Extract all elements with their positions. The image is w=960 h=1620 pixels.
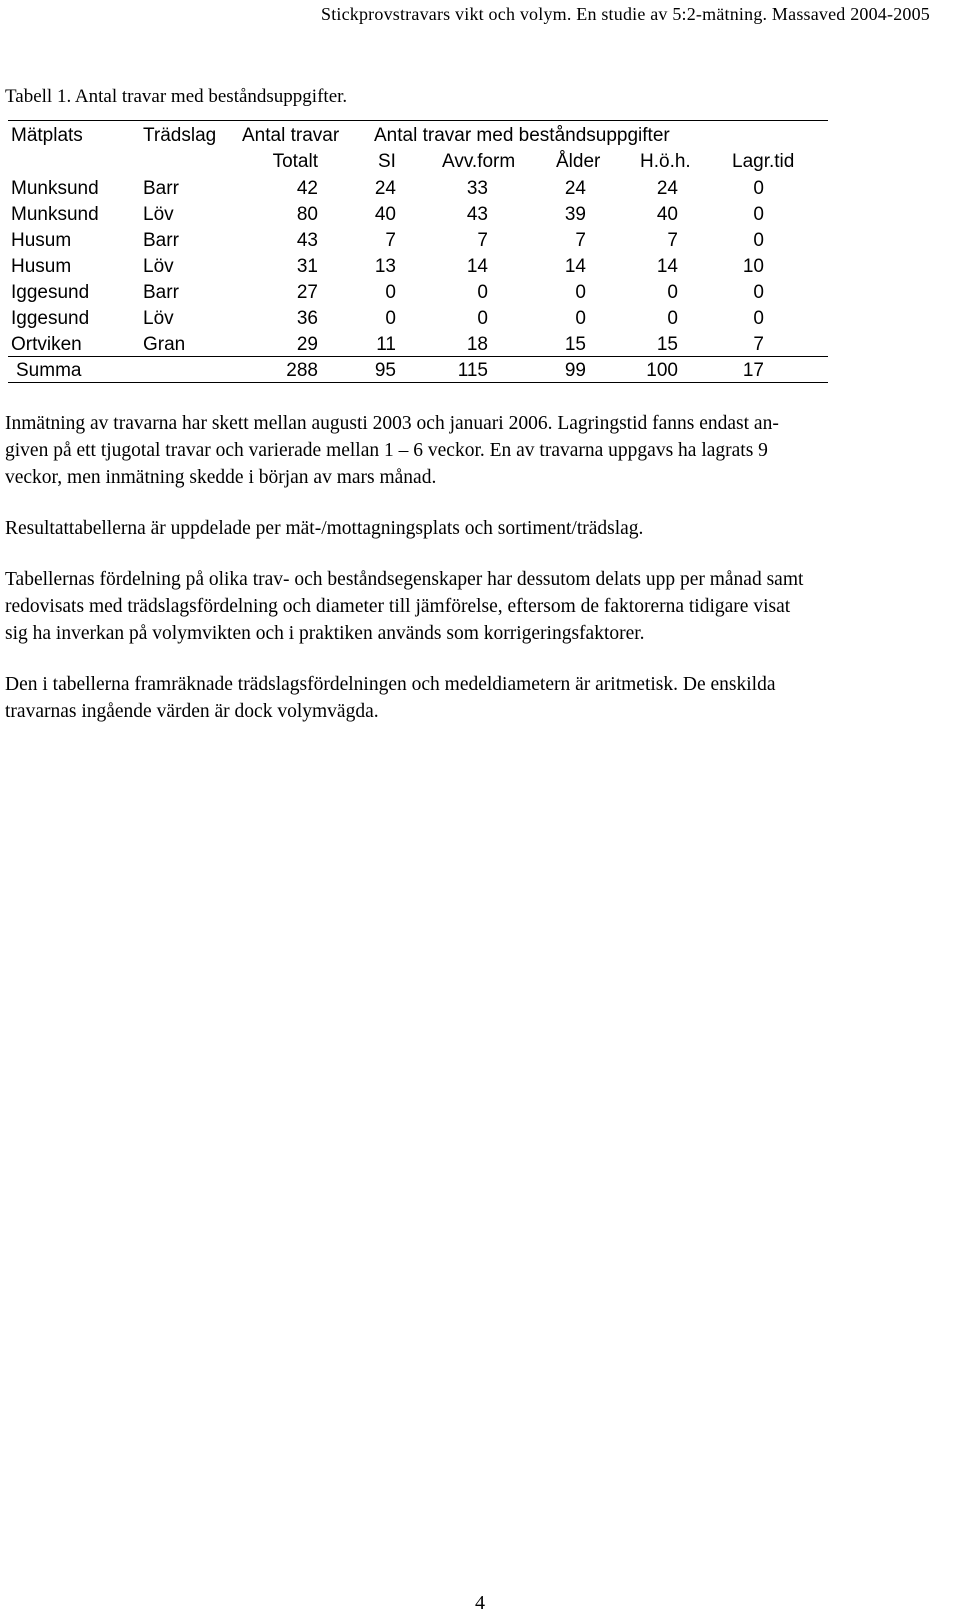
paragraph-line: Resultattabellerna är uppdelade per mät-/mottagningsplats och sortiment/trädslag. — [5, 518, 644, 539]
cell-si: 7 — [385, 230, 396, 251]
cell-si: 0 — [385, 282, 396, 303]
cell-avvform: 0 — [477, 282, 488, 303]
cell-totalt: 29 — [296, 334, 318, 355]
col-header-lagrtid: Lagr.tid — [732, 151, 795, 172]
running-header: Stickprovstravars vikt och volym. En studie av 5:2-mätning. Massaved 2004-2005 — [320, 4, 930, 24]
cell-alder: 15 — [564, 334, 586, 355]
cell-si: 13 — [374, 256, 396, 277]
cell-alder: 7 — [575, 230, 586, 251]
cell-avvform: 14 — [466, 256, 488, 277]
cell-lagrtid: 0 — [753, 282, 764, 303]
cell-matplats: Husum — [11, 256, 72, 277]
paragraph-tabellernas-fordelning — [5, 566, 935, 647]
col-header-alder: Ålder — [556, 151, 601, 172]
cell-alder: 24 — [564, 178, 586, 199]
cell-tradslag: Löv — [143, 204, 174, 225]
summary-si: 95 — [374, 360, 396, 381]
cell-totalt: 31 — [296, 256, 318, 277]
cell-tradslag: Löv — [143, 256, 174, 277]
paragraph-line: given på ett tjugotal travar och varierade mellan 1 – 6 veckor. En av travarna uppgavs ha lagrats 9 — [5, 440, 768, 461]
summary-avvform: 115 — [457, 360, 488, 381]
cell-totalt: 43 — [296, 230, 318, 251]
summary-totalt: 288 — [286, 360, 318, 381]
data-table — [8, 124, 828, 398]
summary-top-rule — [8, 356, 828, 357]
col-header-antal: Antal travar — [242, 125, 340, 146]
cell-matplats: Iggesund — [11, 282, 90, 303]
paragraph-line: sig ha inverkan på volymvikten och i praktiken används som korrigeringsfaktorer. — [5, 623, 645, 644]
summary-alder: 99 — [564, 360, 586, 381]
cell-avvform: 43 — [466, 204, 488, 225]
summary-hoh: 100 — [646, 360, 678, 381]
cell-hoh: 15 — [656, 334, 678, 355]
col-header-tradslag: Trädslag — [143, 125, 217, 146]
col-header-matplats: Mätplats — [11, 125, 83, 146]
cell-si: 11 — [376, 334, 396, 355]
cell-alder: 14 — [564, 256, 586, 277]
col-header-totalt: Totalt — [272, 151, 318, 172]
cell-alder: 39 — [564, 204, 586, 225]
cell-matplats: Ortviken — [11, 334, 82, 355]
cell-alder: 0 — [575, 308, 586, 329]
cell-lagrtid: 0 — [753, 230, 764, 251]
summary-lagrtid: 17 — [742, 360, 764, 381]
cell-lagrtid: 10 — [742, 256, 764, 277]
paragraph-inmatning — [5, 410, 935, 491]
cell-tradslag: Barr — [143, 178, 179, 199]
cell-alder: 0 — [575, 282, 586, 303]
cell-lagrtid: 7 — [753, 334, 764, 355]
paragraph-line: Tabellernas fördelning på olika trav- och beståndsegenskaper har dessutom delats upp per månad samt — [5, 569, 804, 590]
cell-matplats: Husum — [11, 230, 72, 251]
paragraph-line: redovisats med trädslagsfördelning och diameter till jämförelse, eftersom de faktorerna tidigare visat — [5, 596, 791, 617]
paragraph-line: Inmätning av travarna har skett mellan augusti 2003 och januari 2006. Lagringstid fanns endast an- — [5, 413, 779, 434]
cell-tradslag: Barr — [143, 230, 179, 251]
col-header-hoh: H.ö.h. — [640, 151, 691, 172]
cell-totalt: 42 — [296, 178, 318, 199]
cell-si: 40 — [374, 204, 396, 225]
cell-hoh: 24 — [656, 178, 678, 199]
cell-matplats: Munksund — [11, 204, 99, 225]
paragraph-tradslagsfordelning — [5, 671, 935, 725]
cell-hoh: 14 — [656, 256, 678, 277]
cell-lagrtid: 0 — [753, 178, 764, 199]
table-top-rule — [8, 120, 828, 121]
paragraph-line: Den i tabellerna framräknade trädslagsfördelningen och medeldiametern är aritmetisk. De enskilda — [5, 674, 776, 695]
cell-hoh: 0 — [667, 308, 678, 329]
paragraph-line: travarnas ingående värden är dock volymvägda. — [5, 701, 379, 722]
table-caption: Tabell 1. Antal travar med beståndsuppgifter. — [5, 86, 348, 107]
cell-avvform: 0 — [477, 308, 488, 329]
col-header-avvform: Avv.form — [442, 151, 516, 172]
cell-tradslag: Gran — [143, 334, 186, 355]
paragraph-line: veckor, men inmätning skedde i början av mars månad. — [5, 467, 437, 488]
cell-totalt: 80 — [296, 204, 318, 225]
col-header-group: Antal travar med beståndsuppgifter — [374, 125, 670, 146]
cell-avvform: 7 — [477, 230, 488, 251]
cell-si: 0 — [385, 308, 396, 329]
cell-hoh: 0 — [667, 282, 678, 303]
cell-totalt: 27 — [296, 282, 318, 303]
col-header-si: SI — [378, 151, 396, 172]
cell-tradslag: Löv — [143, 308, 174, 329]
paragraph-resultattabeller — [5, 515, 935, 542]
cell-avvform: 33 — [466, 178, 488, 199]
table-bottom-rule — [8, 382, 828, 383]
cell-totalt: 36 — [296, 308, 318, 329]
cell-matplats: Munksund — [11, 178, 99, 199]
cell-lagrtid: 0 — [753, 204, 764, 225]
cell-tradslag: Barr — [143, 282, 179, 303]
page-number: 4 — [475, 1592, 485, 1614]
cell-hoh: 40 — [656, 204, 678, 225]
cell-lagrtid: 0 — [753, 308, 764, 329]
cell-matplats: Iggesund — [11, 308, 90, 329]
cell-hoh: 7 — [667, 230, 678, 251]
cell-si: 24 — [374, 178, 396, 199]
cell-avvform: 18 — [466, 334, 488, 355]
summary-label: Summa — [16, 360, 82, 381]
